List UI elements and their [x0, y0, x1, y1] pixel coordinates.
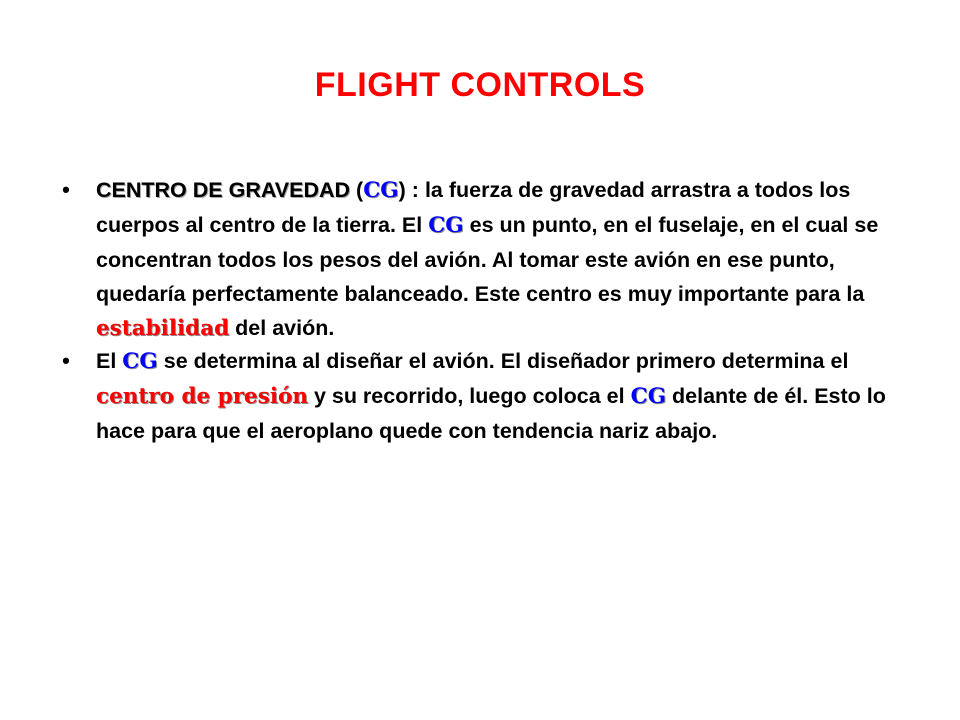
term-centro-de-presion: centro de presión — [96, 384, 308, 409]
bullet-icon: • — [62, 177, 70, 202]
term-cg: CG — [363, 178, 399, 203]
bullet-item — [56, 173, 916, 346]
bullet-text: se determina al diseñar el avión. El diseñador primero determina el — [157, 349, 849, 373]
bullet-text: El — [96, 349, 123, 373]
bullet-text: ( — [350, 178, 364, 202]
term-estabilidad: estabilidad — [96, 316, 230, 341]
bullet-icon: • — [62, 348, 70, 373]
bullet-text: del avión. — [229, 316, 335, 340]
bullet-text: ) : la fuerza de gravedad arrastra a todos los cuerpos al centro de la tierra. El — [96, 178, 851, 237]
term-cg: CG — [428, 213, 464, 238]
term-centro-de-gravedad: CENTRO DE GRAVEDAD — [96, 178, 351, 202]
slide-title: FLIGHT CONTROLS — [314, 66, 646, 104]
bullet-text: delante de él. Esto lo hace para que el aeroplano quede con tendencia nariz abajo. — [96, 384, 886, 443]
bullet-list — [56, 173, 916, 446]
bullet-text: es un punto, en el fuselaje, en el cual se concentran todos los pesos del avión. Al tomar este avión en ese punto, quedaría perfectamente balanceado. Este centro es muy importante para la — [96, 213, 879, 306]
bullet-item — [56, 344, 916, 448]
term-cg: CG — [122, 349, 158, 374]
bullet-text: y su recorrido, luego coloca el — [307, 384, 631, 408]
term-cg: CG — [630, 384, 667, 409]
